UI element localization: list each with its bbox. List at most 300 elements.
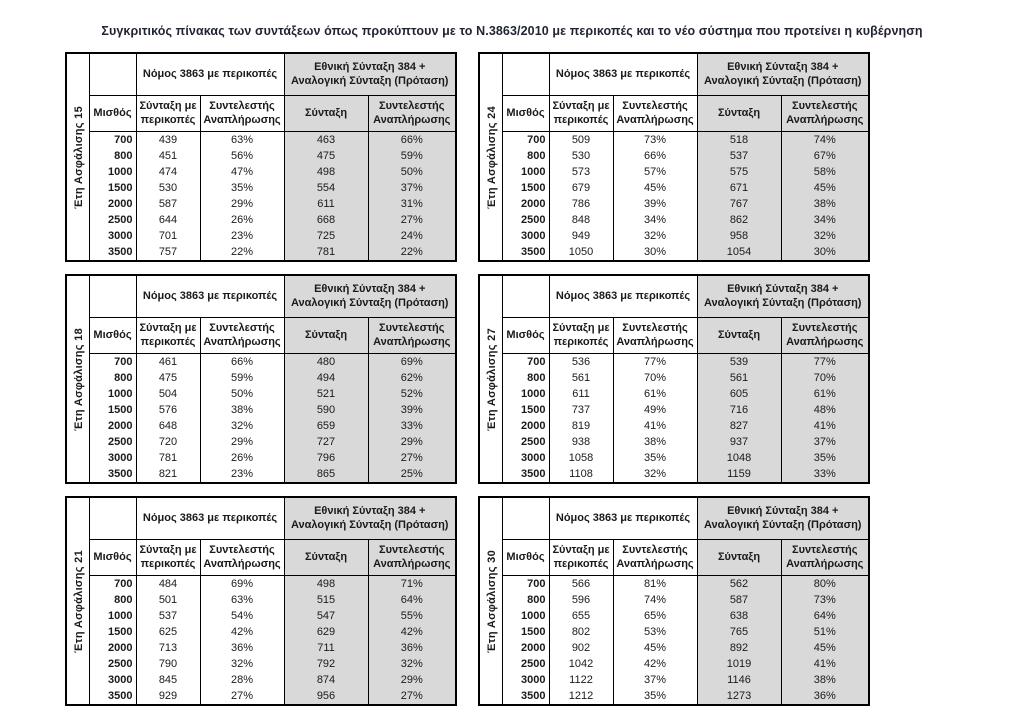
pension-table-18 — [65, 274, 457, 484]
replacement-rate-2-value: 45% — [781, 180, 869, 196]
salary-cell: 1500 — [502, 180, 549, 196]
replacement-rate-2-value: 37% — [368, 180, 456, 196]
group-header-row — [479, 275, 869, 318]
pension-value: 1273 — [697, 688, 781, 705]
pension-value: 659 — [284, 418, 368, 434]
group-header-row — [479, 497, 869, 540]
pension-value: 463 — [284, 132, 368, 149]
years-of-insurance-cell — [66, 275, 89, 483]
pension-value: 792 — [284, 656, 368, 672]
pension-with-cuts-column-header: Σύνταξη με περικοπές — [136, 96, 200, 132]
column-header-row — [479, 540, 869, 576]
replacement-rate-value: 29% — [200, 434, 284, 450]
salary-cell: 1000 — [89, 608, 136, 624]
replacement-rate-2-value: 30% — [781, 244, 869, 261]
pension-table-30 — [478, 496, 870, 706]
salary-cell: 2500 — [89, 434, 136, 450]
table-row — [66, 244, 456, 261]
replacement-rate-value: 35% — [200, 180, 284, 196]
replacement-rate-column-header: Συντελεστής Αναπλήρωσης — [613, 318, 697, 354]
salary-cell: 2000 — [502, 418, 549, 434]
tables-grid — [65, 52, 1024, 706]
salary-cell: 700 — [89, 576, 136, 593]
pension-with-cuts-value: 537 — [136, 608, 200, 624]
pension-with-cuts-value: 902 — [549, 640, 613, 656]
table-row — [66, 576, 456, 593]
pension-value: 781 — [284, 244, 368, 261]
replacement-rate-2-value: 27% — [368, 688, 456, 705]
proposal-group-header: Εθνική Σύνταξη 384 + Αναλογική Σύνταξη (Πρόταση) — [697, 275, 869, 318]
table-row — [479, 640, 869, 656]
pension-value: 515 — [284, 592, 368, 608]
pension-value: 1048 — [697, 450, 781, 466]
pension-with-cuts-value: 655 — [549, 608, 613, 624]
table-row — [66, 228, 456, 244]
replacement-rate-2-value: 69% — [368, 354, 456, 371]
replacement-rate-value: 42% — [200, 624, 284, 640]
salary-cell: 800 — [502, 148, 549, 164]
pension-value: 671 — [697, 180, 781, 196]
replacement-rate-2-value: 39% — [368, 402, 456, 418]
table-row — [479, 148, 869, 164]
pension-column-header: Σύνταξη — [284, 540, 368, 576]
replacement-rate-2-value: 38% — [781, 196, 869, 212]
table-row — [66, 672, 456, 688]
replacement-rate-2-value: 33% — [368, 418, 456, 434]
replacement-rate-2-value: 67% — [781, 148, 869, 164]
pension-value: 765 — [697, 624, 781, 640]
replacement-rate-value: 34% — [613, 212, 697, 228]
corner-empty-cell — [89, 53, 136, 96]
replacement-rate-2-value: 42% — [368, 624, 456, 640]
salary-cell: 2500 — [502, 434, 549, 450]
pension-with-cuts-column-header: Σύνταξη με περικοπές — [549, 318, 613, 354]
replacement-rate-column-header: Συντελεστής Αναπλήρωσης — [200, 318, 284, 354]
salary-cell: 3500 — [502, 244, 549, 261]
pension-value: 475 — [284, 148, 368, 164]
pension-value: 587 — [697, 592, 781, 608]
pension-value: 498 — [284, 576, 368, 593]
salary-cell: 700 — [89, 132, 136, 149]
salary-column-header: Μισθός — [502, 96, 549, 132]
pension-with-cuts-value: 1122 — [549, 672, 613, 688]
pension-value: 638 — [697, 608, 781, 624]
pension-with-cuts-value: 474 — [136, 164, 200, 180]
pension-value: 554 — [284, 180, 368, 196]
pension-value: 539 — [697, 354, 781, 371]
replacement-rate-value: 66% — [200, 354, 284, 371]
pension-value: 547 — [284, 608, 368, 624]
table-row — [479, 450, 869, 466]
table-row — [66, 450, 456, 466]
pension-with-cuts-value: 648 — [136, 418, 200, 434]
law-group-header: Νόμος 3863 με περικοπές — [549, 53, 697, 96]
replacement-rate-2-value: 55% — [368, 608, 456, 624]
years-of-insurance-label: Έτη Ασφάλισης 18 — [73, 327, 85, 431]
pension-value: 629 — [284, 624, 368, 640]
pension-value: 725 — [284, 228, 368, 244]
pension-with-cuts-value: 802 — [549, 624, 613, 640]
replacement-rate-value: 56% — [200, 148, 284, 164]
pension-value: 668 — [284, 212, 368, 228]
proposal-group-header: Εθνική Σύνταξη 384 + Αναλογική Σύνταξη (Πρόταση) — [697, 497, 869, 540]
salary-cell: 700 — [89, 354, 136, 371]
salary-cell: 3000 — [502, 450, 549, 466]
pension-value: 494 — [284, 370, 368, 386]
column-header-row — [66, 96, 456, 132]
salary-cell: 800 — [89, 370, 136, 386]
replacement-rate-value: 35% — [613, 688, 697, 705]
salary-column-header: Μισθός — [502, 318, 549, 354]
salary-cell: 1000 — [502, 608, 549, 624]
salary-cell: 3500 — [89, 244, 136, 261]
replacement-rate-value: 65% — [613, 608, 697, 624]
table-row — [66, 592, 456, 608]
corner-empty-cell — [502, 497, 549, 540]
replacement-rate-2-value: 80% — [781, 576, 869, 593]
replacement-rate-value: 74% — [613, 592, 697, 608]
salary-cell: 2000 — [502, 196, 549, 212]
pension-with-cuts-value: 848 — [549, 212, 613, 228]
pension-value: 865 — [284, 466, 368, 483]
replacement-rate-2-value: 27% — [368, 212, 456, 228]
replacement-rate-2-value: 36% — [368, 640, 456, 656]
salary-cell: 3000 — [89, 228, 136, 244]
pension-table-15 — [65, 52, 457, 262]
pension-value: 537 — [697, 148, 781, 164]
salary-cell: 700 — [502, 132, 549, 149]
replacement-rate-2-value: 74% — [781, 132, 869, 149]
replacement-rate-value: 77% — [613, 354, 697, 371]
pension-column-header: Σύνταξη — [697, 540, 781, 576]
pension-with-cuts-value: 701 — [136, 228, 200, 244]
salary-column-header: Μισθός — [502, 540, 549, 576]
replacement-rate-value: 54% — [200, 608, 284, 624]
salary-cell: 2500 — [502, 212, 549, 228]
column-header-row — [66, 540, 456, 576]
proposal-group-header: Εθνική Σύνταξη 384 + Αναλογική Σύνταξη (Πρόταση) — [284, 275, 456, 318]
pension-with-cuts-value: 720 — [136, 434, 200, 450]
table-row — [479, 418, 869, 434]
replacement-rate-2-value: 41% — [781, 656, 869, 672]
pension-value: 892 — [697, 640, 781, 656]
table-row — [479, 656, 869, 672]
table-row — [66, 370, 456, 386]
table-row — [66, 164, 456, 180]
replacement-rate-2-value: 25% — [368, 466, 456, 483]
salary-column-header: Μισθός — [89, 96, 136, 132]
salary-cell: 2000 — [89, 418, 136, 434]
replacement-rate-value: 28% — [200, 672, 284, 688]
pension-with-cuts-value: 509 — [549, 132, 613, 149]
salary-column-header: Μισθός — [89, 540, 136, 576]
replacement-rate-2-value: 58% — [781, 164, 869, 180]
replacement-rate-2-value: 77% — [781, 354, 869, 371]
salary-cell: 800 — [502, 592, 549, 608]
replacement-rate-value: 81% — [613, 576, 697, 593]
replacement-rate-2-value: 59% — [368, 148, 456, 164]
group-header-row — [479, 53, 869, 96]
replacement-rate-column-header: Συντελεστής Αναπλήρωσης — [613, 96, 697, 132]
corner-empty-cell — [502, 275, 549, 318]
replacement-rate-2-value: 32% — [781, 228, 869, 244]
salary-cell: 1500 — [502, 402, 549, 418]
replacement-rate-2-value: 37% — [781, 434, 869, 450]
proposal-group-header: Εθνική Σύνταξη 384 + Αναλογική Σύνταξη (Πρόταση) — [284, 497, 456, 540]
salary-cell: 1000 — [89, 386, 136, 402]
replacement-rate-2-value: 64% — [781, 608, 869, 624]
replacement-rate-value: 37% — [613, 672, 697, 688]
pension-value: 1054 — [697, 244, 781, 261]
replacement-rate-2-value: 73% — [781, 592, 869, 608]
table-row — [66, 656, 456, 672]
pension-with-cuts-value: 1050 — [549, 244, 613, 261]
corner-empty-cell — [89, 497, 136, 540]
replacement-rate-2-value: 61% — [781, 386, 869, 402]
replacement-rate-value: 41% — [613, 418, 697, 434]
replacement-rate-2-value: 34% — [781, 212, 869, 228]
years-of-insurance-label: Έτη Ασφάλισης 24 — [486, 105, 498, 209]
years-of-insurance-cell — [479, 275, 502, 483]
replacement-rate-value: 49% — [613, 402, 697, 418]
pension-value: 862 — [697, 212, 781, 228]
pension-with-cuts-value: 504 — [136, 386, 200, 402]
table-row — [66, 402, 456, 418]
table-row — [66, 354, 456, 371]
table-row — [479, 196, 869, 212]
corner-empty-cell — [502, 53, 549, 96]
pension-value: 562 — [697, 576, 781, 593]
salary-cell: 3000 — [502, 672, 549, 688]
table-row — [479, 212, 869, 228]
pension-value: 827 — [697, 418, 781, 434]
pension-with-cuts-value: 819 — [549, 418, 613, 434]
replacement-rate-value: 45% — [613, 640, 697, 656]
group-header-row — [66, 497, 456, 540]
pension-with-cuts-column-header: Σύνταξη με περικοπές — [549, 540, 613, 576]
replacement-rate-2-column-header: Συντελεστής Αναπλήρωσης — [781, 318, 869, 354]
replacement-rate-2-column-header: Συντελεστής Αναπλήρωσης — [368, 318, 456, 354]
law-group-header: Νόμος 3863 με περικοπές — [549, 497, 697, 540]
pension-value: 796 — [284, 450, 368, 466]
replacement-rate-column-header: Συντελεστής Αναπλήρωσης — [613, 540, 697, 576]
replacement-rate-2-value: 29% — [368, 672, 456, 688]
replacement-rate-value: 57% — [613, 164, 697, 180]
replacement-rate-2-value: 36% — [781, 688, 869, 705]
pension-table-24 — [478, 52, 870, 262]
replacement-rate-2-value: 48% — [781, 402, 869, 418]
table-row — [479, 672, 869, 688]
replacement-rate-value: 70% — [613, 370, 697, 386]
pension-with-cuts-column-header: Σύνταξη με περικοπές — [136, 540, 200, 576]
pension-with-cuts-value: 573 — [549, 164, 613, 180]
pension-with-cuts-value: 530 — [136, 180, 200, 196]
table-row — [66, 386, 456, 402]
salary-cell: 2500 — [89, 656, 136, 672]
law-group-header: Νόμος 3863 με περικοπές — [136, 53, 284, 96]
years-of-insurance-label: Έτη Ασφάλισης 21 — [73, 549, 85, 653]
salary-cell: 700 — [502, 576, 549, 593]
corner-empty-cell — [89, 275, 136, 318]
pension-value: 590 — [284, 402, 368, 418]
table-row — [479, 688, 869, 705]
pension-with-cuts-value: 501 — [136, 592, 200, 608]
replacement-rate-value: 23% — [200, 228, 284, 244]
pension-value: 716 — [697, 402, 781, 418]
pension-with-cuts-value: 737 — [549, 402, 613, 418]
replacement-rate-value: 69% — [200, 576, 284, 593]
replacement-rate-2-value: 64% — [368, 592, 456, 608]
salary-cell: 800 — [89, 148, 136, 164]
salary-cell: 1500 — [502, 624, 549, 640]
pension-column-header: Σύνταξη — [284, 96, 368, 132]
pension-with-cuts-value: 949 — [549, 228, 613, 244]
replacement-rate-value: 63% — [200, 132, 284, 149]
pension-value: 605 — [697, 386, 781, 402]
salary-cell: 800 — [502, 370, 549, 386]
salary-cell: 2000 — [502, 640, 549, 656]
replacement-rate-value: 42% — [613, 656, 697, 672]
pension-with-cuts-value: 576 — [136, 402, 200, 418]
table-row — [66, 624, 456, 640]
replacement-rate-value: 38% — [200, 402, 284, 418]
table-row — [479, 228, 869, 244]
pension-value: 518 — [697, 132, 781, 149]
replacement-rate-2-column-header: Συντελεστής Αναπλήρωσης — [368, 540, 456, 576]
pension-value: 727 — [284, 434, 368, 450]
replacement-rate-value: 53% — [613, 624, 697, 640]
pension-with-cuts-value: 566 — [549, 576, 613, 593]
pension-with-cuts-value: 587 — [136, 196, 200, 212]
pension-column-header: Σύνταξη — [697, 318, 781, 354]
pension-with-cuts-value: 596 — [549, 592, 613, 608]
pension-value: 956 — [284, 688, 368, 705]
replacement-rate-2-value: 31% — [368, 196, 456, 212]
years-of-insurance-label: Έτη Ασφάλισης 15 — [73, 105, 85, 209]
pension-value: 1019 — [697, 656, 781, 672]
pension-with-cuts-value: 938 — [549, 434, 613, 450]
years-of-insurance-cell — [66, 53, 89, 261]
replacement-rate-value: 45% — [613, 180, 697, 196]
pension-with-cuts-value: 530 — [549, 148, 613, 164]
salary-cell: 3000 — [89, 450, 136, 466]
table-row — [479, 576, 869, 593]
column-header-row — [479, 96, 869, 132]
pension-with-cuts-value: 757 — [136, 244, 200, 261]
table-row — [479, 370, 869, 386]
replacement-rate-2-value: 32% — [368, 656, 456, 672]
replacement-rate-2-value: 62% — [368, 370, 456, 386]
table-row — [479, 180, 869, 196]
table-row — [479, 624, 869, 640]
law-group-header: Νόμος 3863 με περικοπές — [549, 275, 697, 318]
table-row — [479, 164, 869, 180]
table-row — [479, 466, 869, 483]
proposal-group-header: Εθνική Σύνταξη 384 + Αναλογική Σύνταξη (Πρόταση) — [697, 53, 869, 96]
pension-with-cuts-value: 821 — [136, 466, 200, 483]
pension-value: 1159 — [697, 466, 781, 483]
table-row — [479, 354, 869, 371]
salary-cell: 800 — [89, 592, 136, 608]
replacement-rate-2-value: 71% — [368, 576, 456, 593]
pension-with-cuts-value: 845 — [136, 672, 200, 688]
pension-with-cuts-value: 790 — [136, 656, 200, 672]
replacement-rate-value: 26% — [200, 450, 284, 466]
years-of-insurance-cell — [479, 497, 502, 705]
replacement-rate-2-value: 24% — [368, 228, 456, 244]
replacement-rate-column-header: Συντελεστής Αναπλήρωσης — [200, 540, 284, 576]
replacement-rate-value: 22% — [200, 244, 284, 261]
pension-with-cuts-value: 929 — [136, 688, 200, 705]
replacement-rate-value: 50% — [200, 386, 284, 402]
salary-cell: 3000 — [89, 672, 136, 688]
pension-with-cuts-value: 679 — [549, 180, 613, 196]
replacement-rate-value: 32% — [613, 228, 697, 244]
salary-cell: 1000 — [502, 164, 549, 180]
pension-column-header: Σύνταξη — [697, 96, 781, 132]
salary-cell: 3500 — [502, 466, 549, 483]
replacement-rate-value: 32% — [613, 466, 697, 483]
table-row — [479, 132, 869, 149]
replacement-rate-2-value: 51% — [781, 624, 869, 640]
group-header-row — [66, 53, 456, 96]
replacement-rate-value: 61% — [613, 386, 697, 402]
pension-with-cuts-value: 461 — [136, 354, 200, 371]
pension-value: 521 — [284, 386, 368, 402]
pension-with-cuts-value: 1212 — [549, 688, 613, 705]
replacement-rate-2-value: 45% — [781, 640, 869, 656]
table-row — [66, 688, 456, 705]
replacement-rate-value: 47% — [200, 164, 284, 180]
pension-table-27 — [478, 274, 870, 484]
replacement-rate-2-value: 22% — [368, 244, 456, 261]
salary-cell: 3000 — [502, 228, 549, 244]
replacement-rate-value: 73% — [613, 132, 697, 149]
years-of-insurance-label: Έτη Ασφάλισης 27 — [486, 327, 498, 431]
replacement-rate-2-value: 27% — [368, 450, 456, 466]
salary-cell: 1000 — [89, 164, 136, 180]
pension-value: 937 — [697, 434, 781, 450]
table-row — [66, 196, 456, 212]
pension-value: 711 — [284, 640, 368, 656]
replacement-rate-value: 30% — [613, 244, 697, 261]
replacement-rate-2-value: 38% — [781, 672, 869, 688]
replacement-rate-2-value: 70% — [781, 370, 869, 386]
replacement-rate-2-column-header: Συντελεστής Αναπλήρωσης — [781, 540, 869, 576]
pension-with-cuts-value: 451 — [136, 148, 200, 164]
replacement-rate-2-value: 66% — [368, 132, 456, 149]
pension-value: 1146 — [697, 672, 781, 688]
replacement-rate-2-value: 41% — [781, 418, 869, 434]
table-row — [66, 180, 456, 196]
pension-value: 611 — [284, 196, 368, 212]
table-row — [66, 212, 456, 228]
pension-with-cuts-value: 611 — [549, 386, 613, 402]
pension-with-cuts-value: 625 — [136, 624, 200, 640]
pension-value: 498 — [284, 164, 368, 180]
salary-cell: 2000 — [89, 640, 136, 656]
pension-with-cuts-value: 561 — [549, 370, 613, 386]
salary-cell: 1500 — [89, 624, 136, 640]
table-row — [479, 244, 869, 261]
replacement-rate-value: 23% — [200, 466, 284, 483]
replacement-rate-2-value: 35% — [781, 450, 869, 466]
replacement-rate-2-value: 33% — [781, 466, 869, 483]
salary-cell: 2500 — [89, 212, 136, 228]
replacement-rate-2-value: 52% — [368, 386, 456, 402]
replacement-rate-value: 26% — [200, 212, 284, 228]
pension-with-cuts-value: 1058 — [549, 450, 613, 466]
